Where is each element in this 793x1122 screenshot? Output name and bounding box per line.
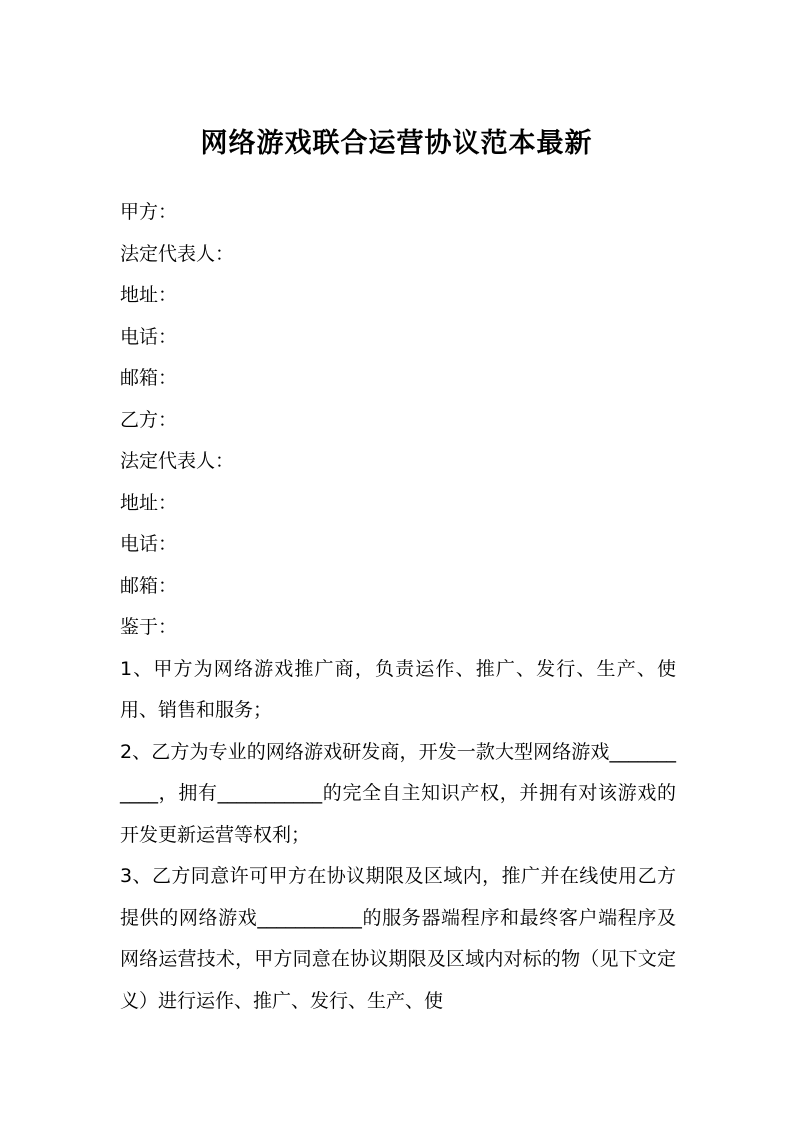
party-b-block xyxy=(120,400,676,608)
document-title: 网络游戏联合运营协议范本最新 xyxy=(200,128,593,159)
party-a-name-field: 甲方： xyxy=(120,201,178,223)
clause-1: 1、甲方为网络游戏推广商，负责运作、推广、发行、生产、使用、销售和服务； xyxy=(120,657,676,721)
clause-2: 2、乙方为专业的网络游戏研发商，开发一款大型网络游戏___________，拥有___________的完全自主知识产权，并拥有对该游戏的开发更新运营等权利； xyxy=(120,740,676,846)
party-b-name-field: 乙方： xyxy=(120,408,178,431)
party-a-legal-rep-field: 法定代表人： xyxy=(120,242,235,265)
whereas-label: 鉴于： xyxy=(120,616,178,638)
document-body xyxy=(120,192,676,1022)
clause-3: 3、乙方同意许可甲方在协议期限及区域内，推广并在线使用乙方提供的网络游戏___________的服务器端程序和最终客户端程序及网络运营技术，甲方同意在协议期限及区域内对标的物（见下文定义）进行运作、推广、发行、生产、使 xyxy=(120,865,676,1012)
party-b-phone-field: 电话： xyxy=(120,533,178,555)
party-a-phone-field: 电话： xyxy=(120,325,178,348)
party-b-legal-rep-field: 法定代表人： xyxy=(120,450,235,472)
party-a-address-field: 地址： xyxy=(120,284,178,306)
party-b-address-field: 地址： xyxy=(120,491,178,514)
party-a-block xyxy=(120,192,676,400)
party-b-email-field: 邮箱： xyxy=(120,574,178,597)
party-a-email-field: 邮箱： xyxy=(120,367,178,389)
